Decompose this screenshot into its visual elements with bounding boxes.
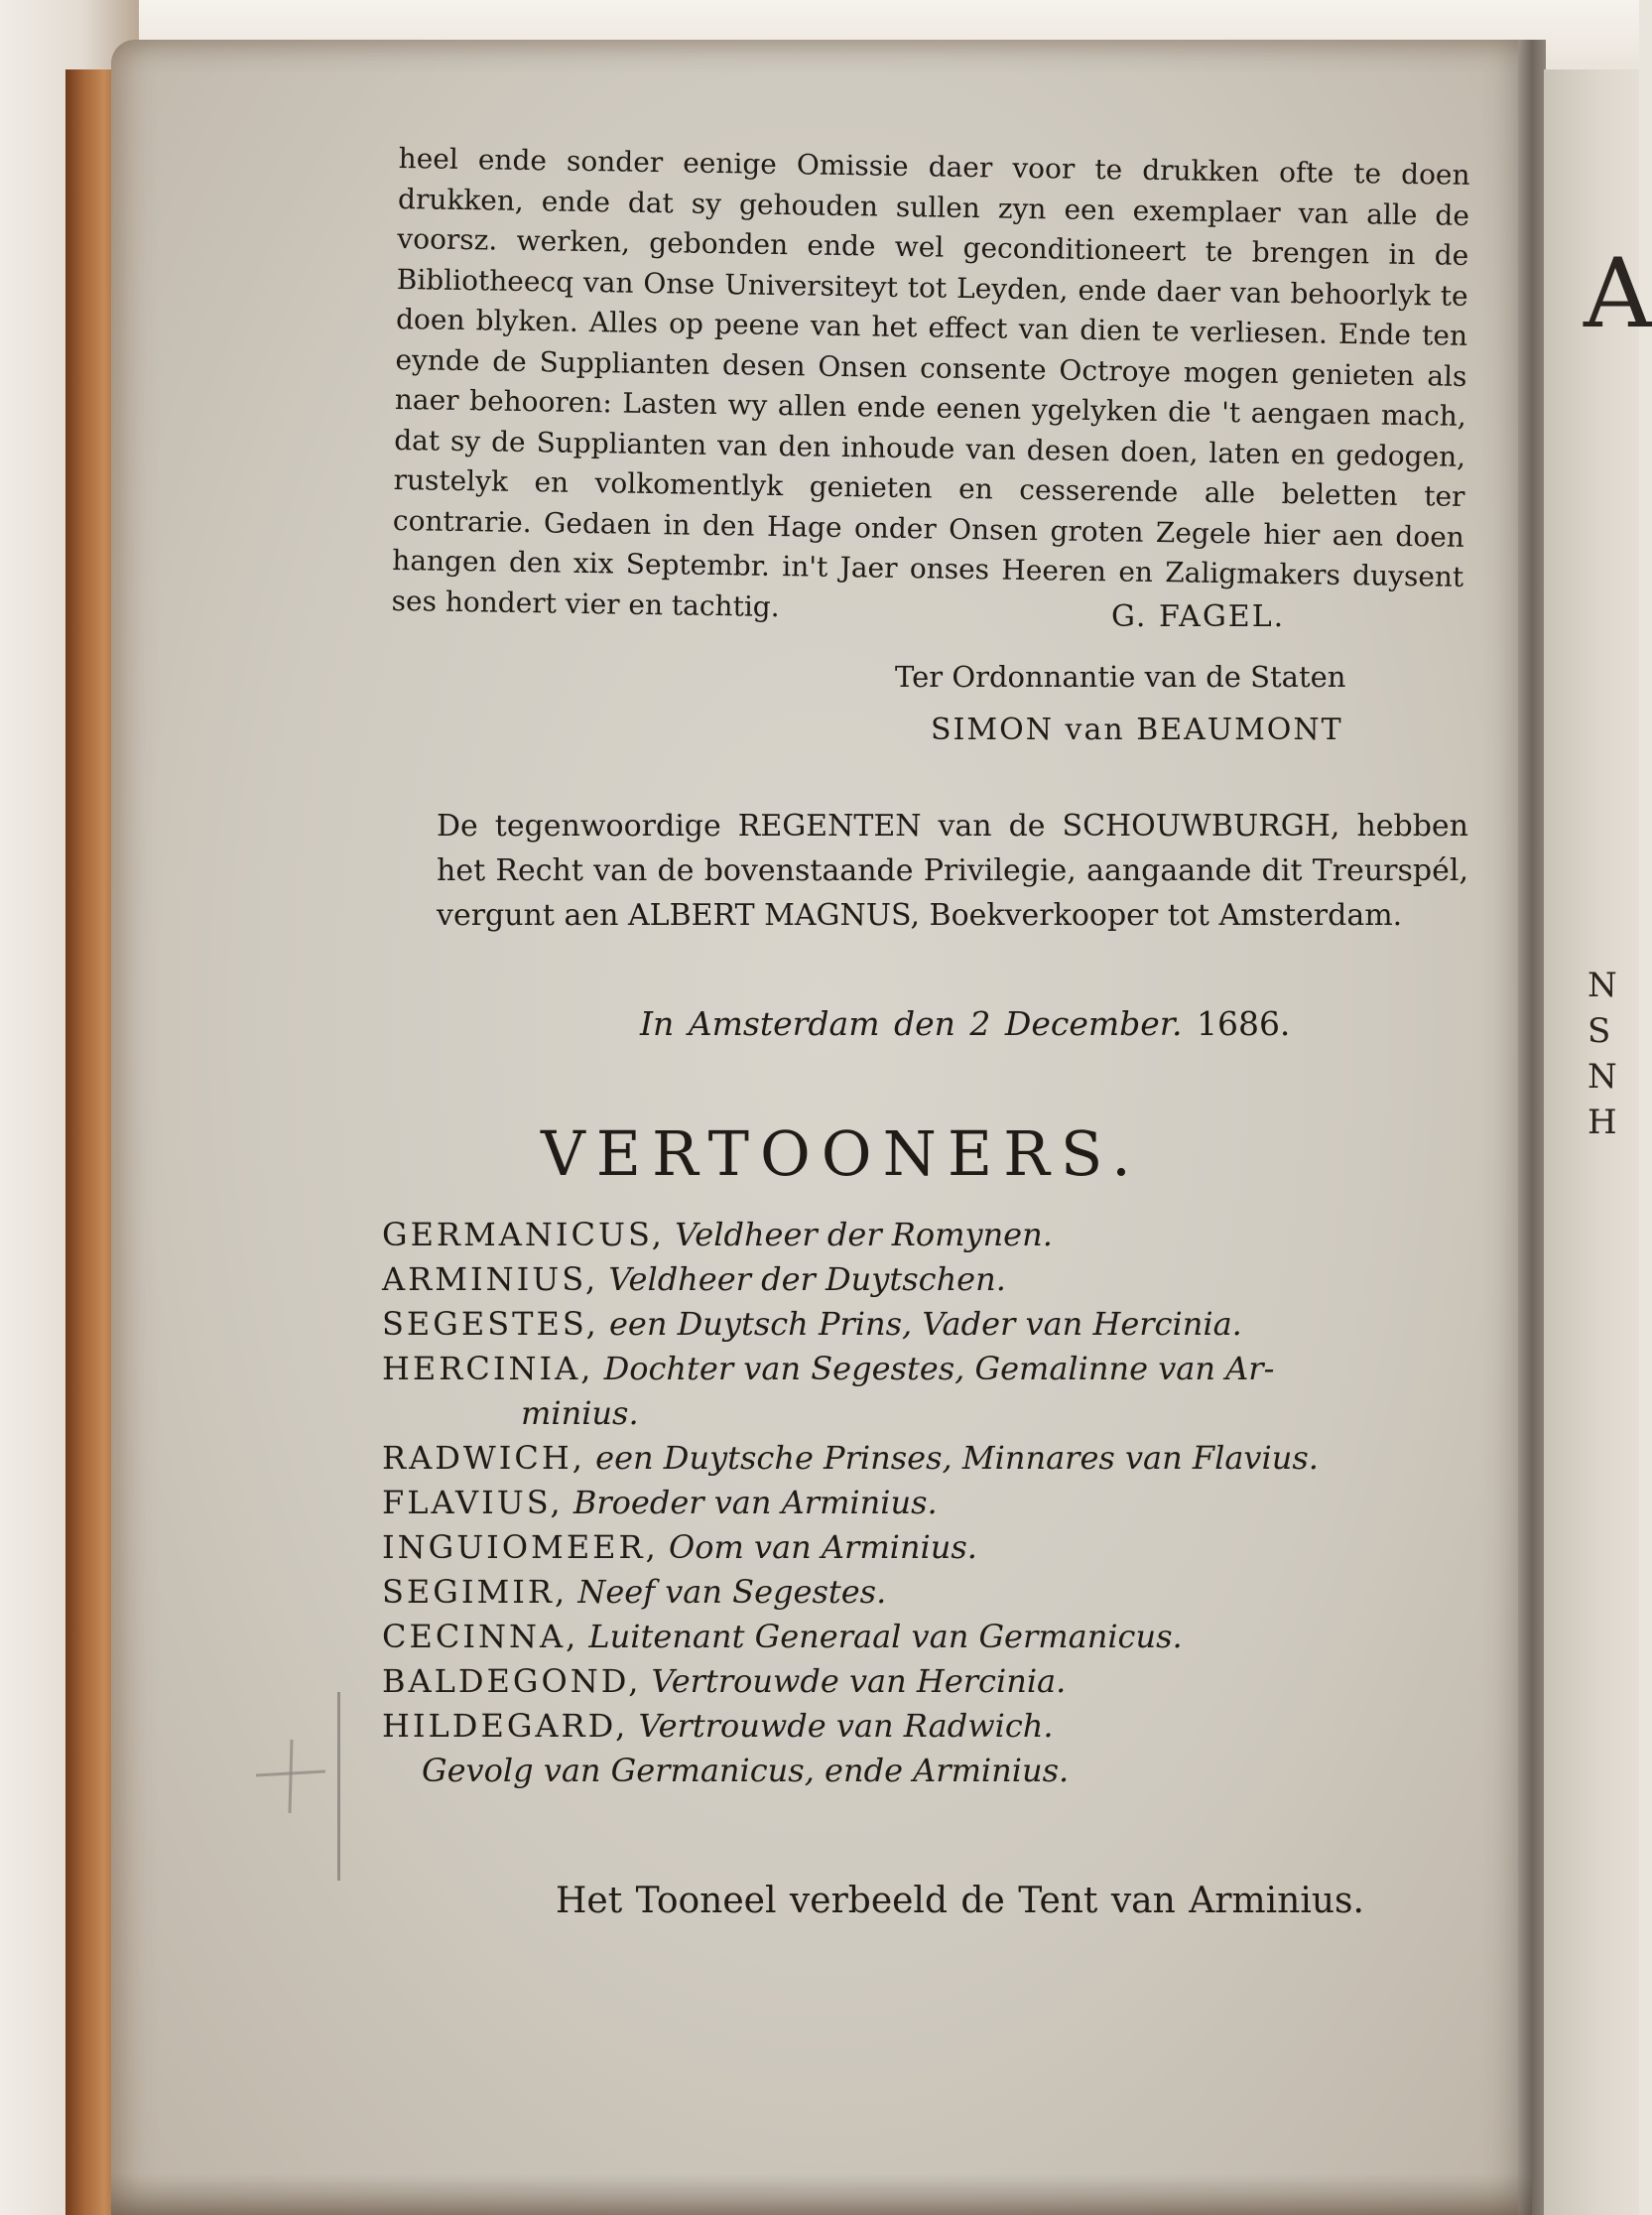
character-name: CECINNA, <box>382 1618 579 1655</box>
secretary-name: SIMON van BEAUMONT <box>931 713 1343 747</box>
facing-page-fragment <box>1544 69 1652 2215</box>
date-line <box>640 1004 1290 1043</box>
character-role: Dochter van Segestes, Gemalinne van Ar- <box>603 1350 1275 1387</box>
scene-description: Het Tooneel verbeeld de Tent van Arminius. <box>556 1881 1364 1921</box>
cast-entry <box>382 1257 1483 1302</box>
character-role: Veldheer der Duytschen. <box>608 1260 1006 1298</box>
cast-entry <box>382 1481 1483 1525</box>
character-name: SEGIMIR, <box>382 1573 569 1611</box>
character-name: SEGESTES, <box>382 1305 599 1343</box>
pencil-margin-line <box>337 1692 340 1881</box>
cast-entry <box>382 1347 1483 1391</box>
cast-entry <box>382 1525 1483 1570</box>
character-role: Vertrouwde van Radwich. <box>638 1707 1054 1745</box>
retinue-line: Gevolg van Germanicus, ende Arminius. <box>422 1752 1070 1789</box>
cast-entry-continuation <box>382 1391 1483 1436</box>
facing-page-letters: N S N H <box>1588 966 1617 1142</box>
character-name: FLAVIUS, <box>382 1484 564 1521</box>
character-role: Broeder van Arminius. <box>572 1484 938 1521</box>
character-role: minius. <box>521 1394 639 1432</box>
cast-entry <box>382 1615 1483 1659</box>
cast-entry <box>382 1302 1483 1347</box>
cast-entry <box>382 1213 1483 1257</box>
character-name: GERMANICUS, <box>382 1216 665 1253</box>
signatory-name: G. FAGEL. <box>1111 599 1286 634</box>
date-year: 1686. <box>1196 1004 1291 1043</box>
character-name: INGUIOMEER, <box>382 1528 659 1566</box>
cast-entry <box>382 1436 1483 1481</box>
character-name: HERCINIA, <box>382 1350 594 1387</box>
facing-page-initial: A <box>1584 238 1652 349</box>
cast-entry <box>382 1704 1483 1749</box>
character-role: Oom van Arminius. <box>668 1528 977 1566</box>
character-name: ARMINIUS, <box>382 1260 599 1298</box>
page-bottom-shadow <box>111 2173 1532 2215</box>
character-role: Neef van Segestes. <box>577 1573 887 1611</box>
cast-heading: VERTOONERS. <box>541 1117 1142 1190</box>
date-text: In Amsterdam den 2 December. <box>640 1004 1183 1043</box>
character-role: Luitenant Generaal van Germanicus. <box>588 1618 1183 1655</box>
ordonnance-line: Ter Ordonnantie van de Staten <box>895 660 1346 694</box>
rights-transfer-paragraph: De tegenwoordige REGENTEN van de SCHOUWBURGH, hebben het Recht van de bovenstaande Privilegie, aangaande dit Treurspél, vergunt aen ALBERT MAGNUS, Boekverkooper tot Amsterdam. <box>437 809 1468 933</box>
book-gutter <box>1518 40 1546 2215</box>
character-role: Veldheer der Romynen. <box>675 1216 1053 1253</box>
character-name: RADWICH, <box>382 1439 585 1477</box>
cast-entry <box>382 1659 1483 1704</box>
character-role: Vertrouwde van Hercinia. <box>651 1662 1067 1700</box>
cast-entry <box>382 1570 1483 1615</box>
character-name: HILDEGARD, <box>382 1707 629 1745</box>
pencil-plus-mark <box>246 1732 335 1821</box>
character-role: een Duytsche Prinses, Minnares van Flavius. <box>595 1439 1319 1477</box>
character-role: een Duytsch Prins, Vader van Hercinia. <box>608 1305 1242 1343</box>
character-name: BALDEGOND, <box>382 1662 642 1700</box>
cast-list <box>382 1213 1483 1793</box>
privilege-text: heel ende sonder eenige Omissie daer voor te drukken ofte te doen drukken, ende dat sy gehouden sullen zyn een exemplaer van alle de voorsz. werken, gebonden ende wel geconditioneert te brengen in de Bibliotheecq van Onse Universiteyt tot Leyden, ende daer van behoorlyk te doen blyken. Alles op peene van het effect van dien te verliesen. Ende ten eynde de Supplianten desen Onsen consente Octroye mogen genieten als naer behooren: Lasten wy allen ende eenen ygelyken die 't aengaen mach, dat sy de Supplianten van den inhoude van desen doen, laten en gedogen, rustelyk en volkomentlyk genieten en cesserende alle beletten ter contrarie. Gedaen in den Hage onder Onsen groten Zegele hier aen doen hangen den xix Septembr. in't Jaer onses Heeren en Zaligmakers duysent ses hondert vier en tachtig. <box>391 141 1470 623</box>
